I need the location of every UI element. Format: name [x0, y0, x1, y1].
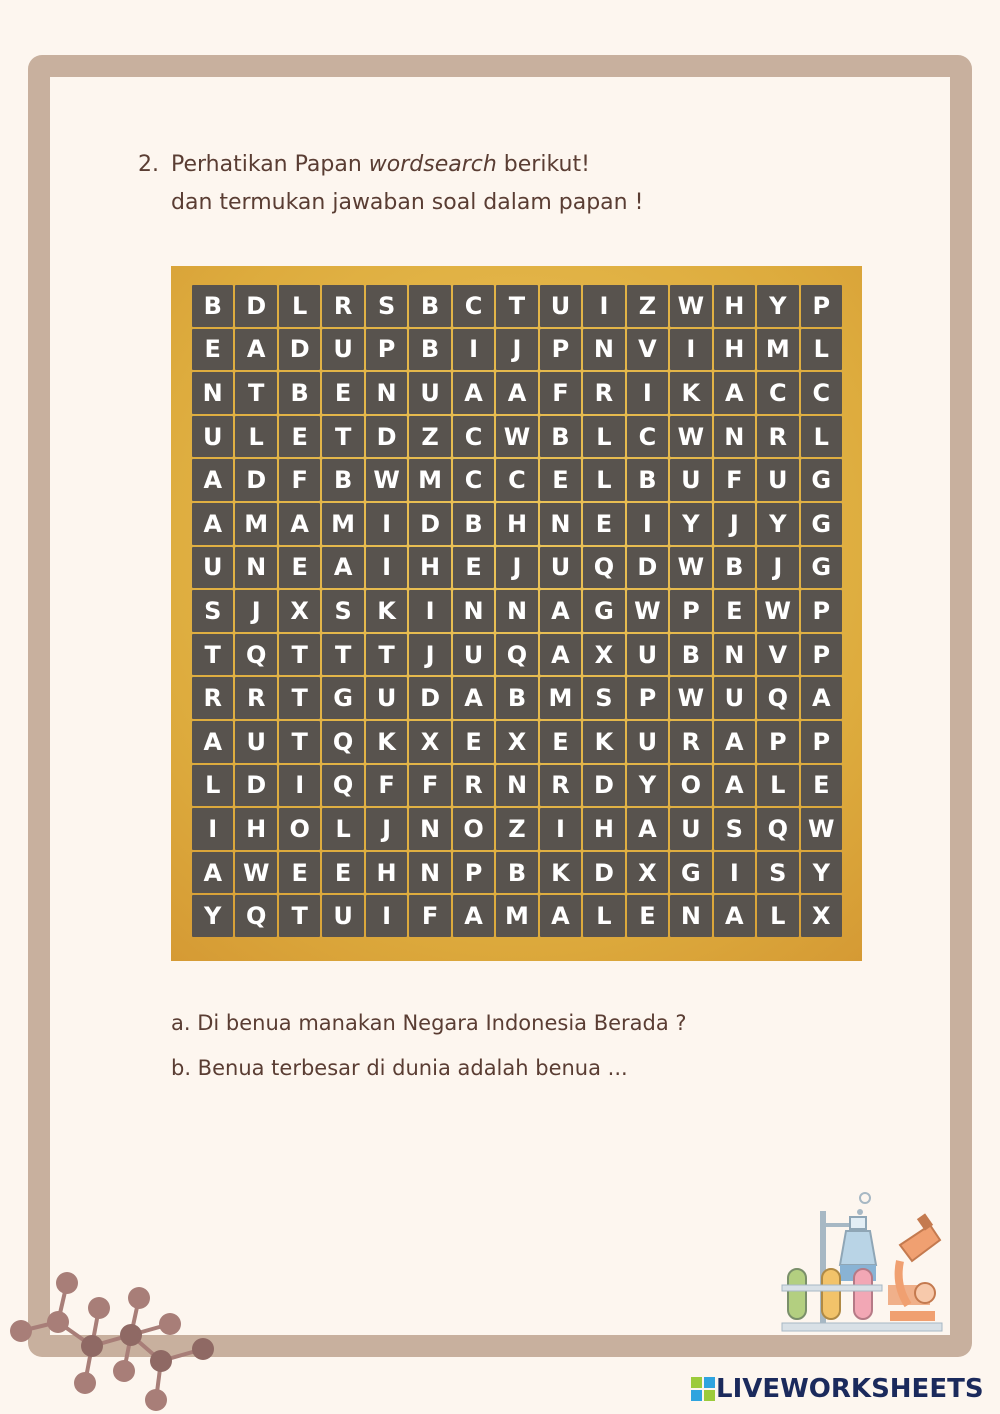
- grid-cell[interactable]: N: [235, 547, 276, 589]
- grid-cell[interactable]: R: [192, 677, 233, 719]
- grid-cell[interactable]: Q: [496, 634, 537, 676]
- grid-cell[interactable]: E: [279, 852, 320, 894]
- grid-cell[interactable]: H: [583, 808, 624, 850]
- grid-cell[interactable]: F: [714, 459, 755, 501]
- grid-cell[interactable]: N: [496, 590, 537, 632]
- grid-cell[interactable]: W: [757, 590, 798, 632]
- grid-cell[interactable]: E: [192, 329, 233, 371]
- grid-cell[interactable]: B: [409, 329, 450, 371]
- grid-cell[interactable]: U: [540, 547, 581, 589]
- grid-cell[interactable]: R: [583, 372, 624, 414]
- grid-cell[interactable]: U: [540, 285, 581, 327]
- grid-cell[interactable]: C: [453, 459, 494, 501]
- grid-cell[interactable]: U: [322, 895, 363, 937]
- lab-equipment-icon: [780, 1185, 945, 1335]
- grid-cell[interactable]: U: [627, 721, 668, 763]
- grid-cell[interactable]: P: [801, 634, 842, 676]
- grid-cell[interactable]: A: [714, 721, 755, 763]
- grid-cell[interactable]: I: [409, 590, 450, 632]
- grid-cell[interactable]: A: [540, 895, 581, 937]
- grid-cell[interactable]: U: [453, 634, 494, 676]
- grid-cell[interactable]: L: [801, 416, 842, 458]
- grid-cell[interactable]: Y: [801, 852, 842, 894]
- grid-cell[interactable]: A: [192, 721, 233, 763]
- grid-cell[interactable]: W: [670, 285, 711, 327]
- grid-cell[interactable]: B: [496, 852, 537, 894]
- grid-cell[interactable]: E: [583, 503, 624, 545]
- grid-cell[interactable]: O: [453, 808, 494, 850]
- grid-cell[interactable]: R: [540, 765, 581, 807]
- grid-cell[interactable]: J: [366, 808, 407, 850]
- grid-cell[interactable]: X: [496, 721, 537, 763]
- grid-cell[interactable]: R: [453, 765, 494, 807]
- grid-cell[interactable]: A: [714, 895, 755, 937]
- grid-cell[interactable]: Y: [670, 503, 711, 545]
- grid-cell[interactable]: D: [235, 285, 276, 327]
- grid-cell[interactable]: C: [757, 372, 798, 414]
- grid-cell[interactable]: A: [496, 372, 537, 414]
- grid-cell[interactable]: C: [453, 416, 494, 458]
- grid-cell[interactable]: P: [366, 329, 407, 371]
- grid-cell[interactable]: X: [279, 590, 320, 632]
- grid-cell[interactable]: U: [670, 808, 711, 850]
- grid-cell[interactable]: B: [192, 285, 233, 327]
- grid-cell[interactable]: I: [453, 329, 494, 371]
- grid-cell[interactable]: A: [192, 503, 233, 545]
- grid-cell[interactable]: A: [322, 547, 363, 589]
- grid-cell[interactable]: Y: [192, 895, 233, 937]
- grid-cell[interactable]: W: [235, 852, 276, 894]
- grid-cell[interactable]: I: [627, 372, 668, 414]
- grid-cell[interactable]: S: [714, 808, 755, 850]
- grid-cell[interactable]: D: [279, 329, 320, 371]
- grid-cell[interactable]: Q: [583, 547, 624, 589]
- grid-cell[interactable]: A: [540, 590, 581, 632]
- liveworksheets-logo-icon: [690, 1376, 716, 1402]
- instruction-text-before: Perhatikan Papan: [171, 152, 369, 177]
- grid-cell[interactable]: B: [453, 503, 494, 545]
- grid-cell[interactable]: E: [627, 895, 668, 937]
- grid-cell[interactable]: S: [192, 590, 233, 632]
- grid-cell[interactable]: P: [801, 721, 842, 763]
- grid-cell[interactable]: E: [322, 372, 363, 414]
- grid-cell[interactable]: A: [453, 677, 494, 719]
- molecule-decoration-icon: [0, 1260, 230, 1414]
- grid-cell[interactable]: T: [192, 634, 233, 676]
- grid-cell[interactable]: S: [583, 677, 624, 719]
- grid-cell[interactable]: K: [583, 721, 624, 763]
- grid-cell[interactable]: B: [540, 416, 581, 458]
- grid-cell[interactable]: M: [322, 503, 363, 545]
- grid-cell[interactable]: I: [627, 503, 668, 545]
- grid-cell[interactable]: B: [496, 677, 537, 719]
- grid-cell[interactable]: M: [235, 503, 276, 545]
- instruction-italic-word: wordsearch: [368, 152, 497, 177]
- grid-cell[interactable]: T: [279, 677, 320, 719]
- grid-cell[interactable]: I: [714, 852, 755, 894]
- grid-cell[interactable]: R: [670, 721, 711, 763]
- grid-cell[interactable]: Z: [409, 416, 450, 458]
- grid-cell[interactable]: H: [496, 503, 537, 545]
- grid-cell[interactable]: C: [453, 285, 494, 327]
- grid-cell[interactable]: M: [409, 459, 450, 501]
- grid-cell[interactable]: O: [670, 765, 711, 807]
- grid-cell[interactable]: C: [627, 416, 668, 458]
- grid-cell[interactable]: T: [235, 372, 276, 414]
- grid-cell[interactable]: W: [670, 547, 711, 589]
- grid-cell[interactable]: P: [670, 590, 711, 632]
- grid-cell[interactable]: T: [496, 285, 537, 327]
- grid-cell[interactable]: F: [409, 895, 450, 937]
- grid-cell[interactable]: F: [279, 459, 320, 501]
- grid-cell[interactable]: T: [322, 416, 363, 458]
- grid-cell[interactable]: U: [714, 677, 755, 719]
- grid-cell[interactable]: I: [366, 547, 407, 589]
- grid-cell[interactable]: W: [627, 590, 668, 632]
- grid-cell[interactable]: L: [583, 416, 624, 458]
- liveworksheets-brand: [690, 1374, 984, 1404]
- grid-cell[interactable]: P: [757, 721, 798, 763]
- grid-cell[interactable]: N: [714, 416, 755, 458]
- grid-cell[interactable]: D: [235, 459, 276, 501]
- grid-cell[interactable]: D: [409, 677, 450, 719]
- grid-cell[interactable]: X: [801, 895, 842, 937]
- grid-cell[interactable]: A: [801, 677, 842, 719]
- grid-cell[interactable]: E: [453, 547, 494, 589]
- grid-cell[interactable]: B: [670, 634, 711, 676]
- grid-cell[interactable]: F: [409, 765, 450, 807]
- question-number: 2.: [138, 152, 159, 177]
- grid-cell[interactable]: L: [235, 416, 276, 458]
- grid-cell[interactable]: W: [670, 677, 711, 719]
- grid-cell[interactable]: K: [366, 721, 407, 763]
- grid-cell[interactable]: N: [670, 895, 711, 937]
- grid-cell[interactable]: X: [409, 721, 450, 763]
- grid-cell[interactable]: W: [366, 459, 407, 501]
- grid-cell[interactable]: S: [366, 285, 407, 327]
- grid-cell[interactable]: E: [279, 547, 320, 589]
- grid-cell[interactable]: E: [322, 852, 363, 894]
- grid-cell[interactable]: L: [279, 285, 320, 327]
- questions: [171, 1006, 687, 1096]
- grid-cell[interactable]: V: [627, 329, 668, 371]
- grid-cell[interactable]: H: [366, 852, 407, 894]
- grid-cell[interactable]: B: [322, 459, 363, 501]
- grid-cell[interactable]: A: [714, 372, 755, 414]
- grid-cell[interactable]: E: [714, 590, 755, 632]
- grid-cell[interactable]: K: [540, 852, 581, 894]
- grid-cell[interactable]: A: [627, 808, 668, 850]
- grid-cell[interactable]: D: [583, 852, 624, 894]
- grid-cell[interactable]: M: [757, 329, 798, 371]
- grid-cell[interactable]: T: [279, 634, 320, 676]
- grid-cell[interactable]: A: [453, 895, 494, 937]
- grid-cell[interactable]: H: [235, 808, 276, 850]
- grid-cell[interactable]: J: [496, 329, 537, 371]
- grid-cell[interactable]: L: [583, 459, 624, 501]
- grid-cell[interactable]: N: [409, 808, 450, 850]
- grid-cell[interactable]: C: [801, 372, 842, 414]
- grid-cell[interactable]: A: [192, 852, 233, 894]
- grid-cell[interactable]: D: [366, 416, 407, 458]
- grid-cell[interactable]: J: [714, 503, 755, 545]
- grid-cell[interactable]: J: [235, 590, 276, 632]
- wordsearch-grid: [192, 285, 842, 937]
- grid-cell[interactable]: Q: [235, 895, 276, 937]
- instruction-line-2: dan termukan jawaban soal dalam papan !: [171, 190, 644, 215]
- grid-cell[interactable]: Z: [627, 285, 668, 327]
- instruction-line-1: [171, 146, 643, 184]
- grid-cell[interactable]: L: [322, 808, 363, 850]
- grid-cell[interactable]: Z: [496, 808, 537, 850]
- grid-cell[interactable]: S: [757, 852, 798, 894]
- grid-cell[interactable]: R: [235, 677, 276, 719]
- grid-cell[interactable]: J: [496, 547, 537, 589]
- grid-cell[interactable]: P: [453, 852, 494, 894]
- instruction-text-after: berikut!: [496, 152, 590, 177]
- grid-cell[interactable]: W: [670, 416, 711, 458]
- grid-cell[interactable]: W: [801, 808, 842, 850]
- grid-cell[interactable]: H: [714, 285, 755, 327]
- grid-cell[interactable]: G: [801, 459, 842, 501]
- grid-cell[interactable]: A: [540, 634, 581, 676]
- grid-cell[interactable]: N: [496, 765, 537, 807]
- grid-cell[interactable]: Q: [757, 808, 798, 850]
- grid-cell[interactable]: R: [322, 285, 363, 327]
- grid-cell[interactable]: X: [627, 852, 668, 894]
- grid-cell[interactable]: M: [496, 895, 537, 937]
- grid-cell[interactable]: G: [670, 852, 711, 894]
- brand-text: LIVEWORKSHEETS: [716, 1374, 984, 1404]
- grid-cell[interactable]: V: [757, 634, 798, 676]
- grid-cell[interactable]: H: [409, 547, 450, 589]
- grid-cell[interactable]: E: [453, 721, 494, 763]
- grid-cell[interactable]: U: [235, 721, 276, 763]
- grid-cell[interactable]: A: [279, 503, 320, 545]
- grid-cell[interactable]: A: [714, 765, 755, 807]
- grid-cell[interactable]: X: [583, 634, 624, 676]
- grid-cell[interactable]: E: [540, 721, 581, 763]
- grid-cell[interactable]: T: [279, 895, 320, 937]
- grid-cell[interactable]: L: [757, 765, 798, 807]
- grid-cell[interactable]: N: [583, 329, 624, 371]
- grid-cell[interactable]: N: [540, 503, 581, 545]
- question-b: b. Benua terbesar di dunia adalah benua ...: [171, 1056, 628, 1080]
- grid-cell[interactable]: N: [366, 372, 407, 414]
- grid-cell[interactable]: U: [192, 547, 233, 589]
- grid-cell[interactable]: E: [279, 416, 320, 458]
- grid-cell[interactable]: U: [192, 416, 233, 458]
- grid-cell[interactable]: U: [366, 677, 407, 719]
- grid-cell[interactable]: M: [540, 677, 581, 719]
- grid-cell[interactable]: J: [757, 547, 798, 589]
- grid-cell[interactable]: E: [540, 459, 581, 501]
- grid-cell[interactable]: K: [366, 590, 407, 632]
- grid-cell[interactable]: S: [322, 590, 363, 632]
- grid-cell[interactable]: I: [366, 503, 407, 545]
- grid-cell[interactable]: U: [757, 459, 798, 501]
- grid-cell[interactable]: Y: [627, 765, 668, 807]
- grid-cell[interactable]: J: [409, 634, 450, 676]
- grid-cell[interactable]: G: [801, 503, 842, 545]
- instructions: [138, 146, 643, 222]
- grid-cell[interactable]: G: [583, 590, 624, 632]
- grid-cell[interactable]: L: [801, 329, 842, 371]
- grid-cell[interactable]: F: [366, 765, 407, 807]
- grid-cell[interactable]: Q: [322, 721, 363, 763]
- grid-cell[interactable]: W: [496, 416, 537, 458]
- grid-cell[interactable]: Q: [322, 765, 363, 807]
- grid-cell[interactable]: E: [801, 765, 842, 807]
- grid-cell[interactable]: T: [322, 634, 363, 676]
- grid-cell[interactable]: U: [409, 372, 450, 414]
- grid-cell[interactable]: U: [322, 329, 363, 371]
- grid-cell[interactable]: N: [409, 852, 450, 894]
- grid-cell[interactable]: T: [279, 721, 320, 763]
- grid-cell[interactable]: A: [453, 372, 494, 414]
- grid-cell[interactable]: B: [409, 285, 450, 327]
- grid-cell[interactable]: I: [366, 895, 407, 937]
- grid-cell[interactable]: B: [714, 547, 755, 589]
- grid-cell[interactable]: Q: [757, 677, 798, 719]
- grid-cell[interactable]: T: [366, 634, 407, 676]
- grid-cell[interactable]: C: [496, 459, 537, 501]
- grid-cell[interactable]: I: [540, 808, 581, 850]
- grid-cell[interactable]: N: [192, 372, 233, 414]
- grid-cell[interactable]: K: [670, 372, 711, 414]
- grid-cell[interactable]: A: [192, 459, 233, 501]
- grid-cell[interactable]: D: [583, 765, 624, 807]
- grid-cell[interactable]: U: [627, 634, 668, 676]
- grid-cell[interactable]: P: [540, 329, 581, 371]
- grid-cell[interactable]: I: [279, 765, 320, 807]
- grid-cell[interactable]: I: [670, 329, 711, 371]
- grid-cell[interactable]: G: [801, 547, 842, 589]
- grid-cell[interactable]: Y: [757, 285, 798, 327]
- grid-cell[interactable]: I: [583, 285, 624, 327]
- grid-cell[interactable]: A: [235, 329, 276, 371]
- grid-cell[interactable]: D: [627, 547, 668, 589]
- grid-cell[interactable]: L: [192, 765, 233, 807]
- grid-cell[interactable]: R: [757, 416, 798, 458]
- grid-cell[interactable]: B: [627, 459, 668, 501]
- grid-cell[interactable]: H: [714, 329, 755, 371]
- grid-cell[interactable]: L: [757, 895, 798, 937]
- grid-cell[interactable]: L: [583, 895, 624, 937]
- grid-cell[interactable]: I: [192, 808, 233, 850]
- grid-cell[interactable]: B: [279, 372, 320, 414]
- grid-cell[interactable]: P: [801, 590, 842, 632]
- grid-cell[interactable]: P: [801, 285, 842, 327]
- grid-cell[interactable]: D: [235, 765, 276, 807]
- grid-cell[interactable]: F: [540, 372, 581, 414]
- grid-cell[interactable]: N: [453, 590, 494, 632]
- grid-cell[interactable]: N: [714, 634, 755, 676]
- question-a: a. Di benua manakan Negara Indonesia Berada ?: [171, 1011, 687, 1035]
- grid-cell[interactable]: G: [322, 677, 363, 719]
- grid-cell[interactable]: P: [627, 677, 668, 719]
- grid-cell[interactable]: Y: [757, 503, 798, 545]
- grid-cell[interactable]: U: [670, 459, 711, 501]
- grid-cell[interactable]: D: [409, 503, 450, 545]
- grid-cell[interactable]: O: [279, 808, 320, 850]
- grid-cell[interactable]: Q: [235, 634, 276, 676]
